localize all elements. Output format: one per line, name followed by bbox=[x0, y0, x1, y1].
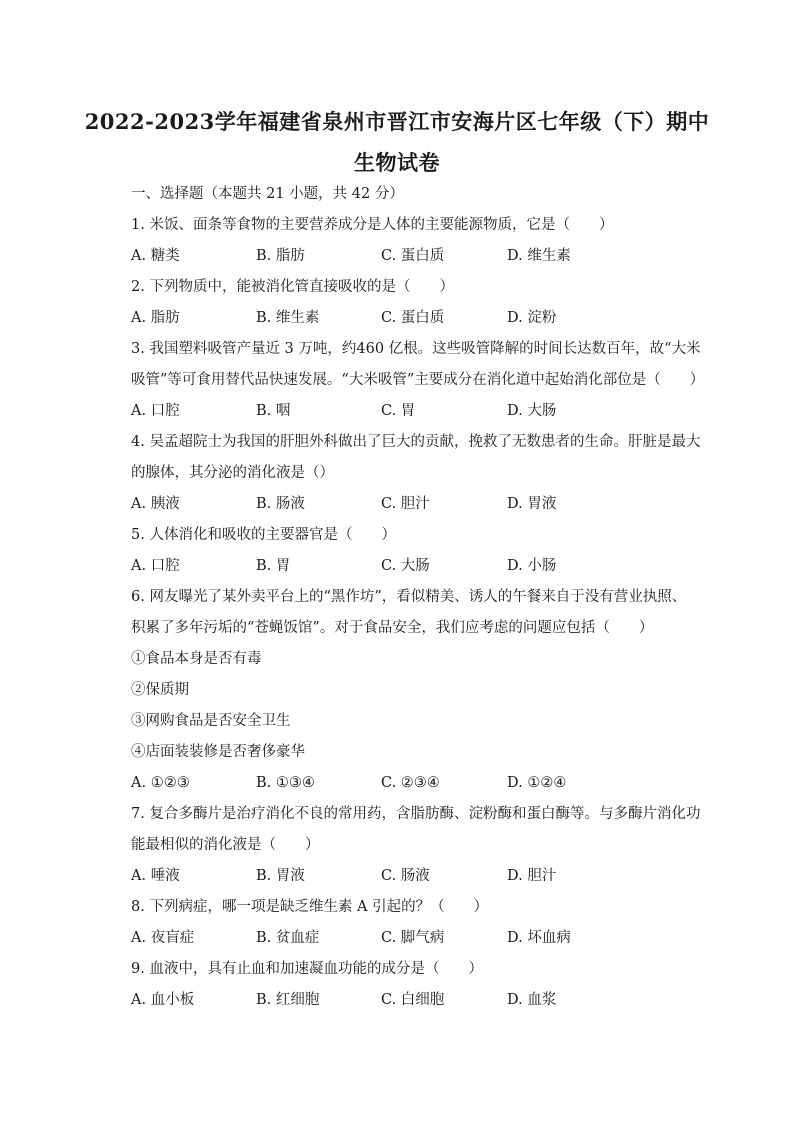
answer-option: D. 坏血病 bbox=[507, 930, 571, 946]
answer-option: D. 淀粉 bbox=[507, 310, 557, 326]
answer-option: C. 脚气病 bbox=[381, 930, 445, 946]
answer-option: D. 胃液 bbox=[507, 496, 557, 512]
answer-option: A. ①②③ bbox=[131, 775, 190, 791]
question-line: ③网购食品是否安全卫生 bbox=[131, 713, 291, 729]
answer-option: B. 咽 bbox=[256, 403, 291, 419]
answer-option: C. 胃 bbox=[381, 403, 416, 419]
answer-option: C. 蛋白质 bbox=[381, 310, 445, 326]
question-stem: 4. 吴孟超院士为我国的肝胆外科做出了巨大的贡献，挽救了无数患者的生命。肝脏是最大 bbox=[131, 434, 701, 450]
answer-option: B. 脂肪 bbox=[256, 248, 305, 264]
section-heading: 一、选择题（本题共 21 小题，共 42 分） bbox=[131, 186, 404, 202]
answer-option: A. 胰液 bbox=[131, 496, 180, 512]
answer-option: A. 唾液 bbox=[131, 868, 180, 884]
answer-option: C. 白细胞 bbox=[381, 992, 445, 1008]
answer-option: A. 糖类 bbox=[131, 248, 180, 264]
answer-option: B. 胃液 bbox=[256, 868, 305, 884]
question-line: 积累了多年污垢的“苍蝇饭馆”。对于食品安全，我们应考虑的问题应包括（ ） bbox=[131, 620, 654, 636]
question-stem: 5. 人体消化和吸收的主要器官是（ ） bbox=[131, 527, 396, 543]
question-line: ②保质期 bbox=[131, 682, 189, 698]
answer-option: A. 夜盲症 bbox=[131, 930, 195, 946]
answer-option: B. 肠液 bbox=[256, 496, 305, 512]
answer-option: D. 胆汁 bbox=[507, 868, 557, 884]
question-stem: 3. 我国塑料吸管产量近 3 万吨，约460 亿根。这些吸管降解的时间长达数百年，故“大米 bbox=[131, 341, 701, 357]
answer-option: D. 维生素 bbox=[507, 248, 571, 264]
answer-option: A. 口腔 bbox=[131, 558, 180, 574]
answer-option: C. 胆汁 bbox=[381, 496, 430, 512]
answer-option: D. 大肠 bbox=[507, 403, 557, 419]
answer-option: C. 蛋白质 bbox=[381, 248, 445, 264]
answer-option: C. ②③④ bbox=[381, 775, 440, 791]
answer-option: B. 维生素 bbox=[256, 310, 320, 326]
question-line: ④店面装装修是否奢侈豪华 bbox=[131, 744, 305, 760]
question-stem: 1. 米饭、面条等食物的主要营养成分是人体的主要能源物质，它是（ ） bbox=[131, 217, 614, 233]
answer-option: A. 口腔 bbox=[131, 403, 180, 419]
answer-option: A. 脂肪 bbox=[131, 310, 180, 326]
question-line: 能最相似的消化液是（ ） bbox=[131, 837, 320, 853]
question-stem: 7. 复合多酶片是治疗消化不良的常用药，含脂肪酶、淀粉酶和蛋白酶等。与多酶片消化功 bbox=[131, 806, 701, 822]
answer-option: C. 肠液 bbox=[381, 868, 430, 884]
question-stem: 6. 网友曝光了某外卖平台上的“黑作坊”，看似精美、诱人的午餐来自于没有营业执照、 bbox=[131, 589, 687, 605]
answer-option: B. 贫血症 bbox=[256, 930, 320, 946]
answer-option: B. 红细胞 bbox=[256, 992, 320, 1008]
answer-option: B. ①③④ bbox=[256, 775, 315, 791]
answer-option: D. ①②④ bbox=[507, 775, 567, 791]
exam-title-line1: 2022-2023学年福建省泉州市晋江市安海片区七年级（下）期中 bbox=[84, 109, 710, 134]
answer-option: D. 小肠 bbox=[507, 558, 557, 574]
answer-option: A. 血小板 bbox=[131, 992, 195, 1008]
question-stem: 8. 下列病症，哪一项是缺乏维生素 A 引起的？（ ） bbox=[131, 899, 489, 915]
answer-option: D. 血浆 bbox=[507, 992, 557, 1008]
answer-option: C. 大肠 bbox=[381, 558, 430, 574]
answer-option: B. 胃 bbox=[256, 558, 291, 574]
question-line: ①食品本身是否有毒 bbox=[131, 651, 262, 667]
question-stem: 2. 下列物质中，能被消化管直接吸收的是（ ） bbox=[131, 279, 454, 295]
question-stem: 9. 血液中，具有止血和加速凝血功能的成分是（ ） bbox=[131, 961, 483, 977]
question-line: 的腺体，其分泌的消化液是（） bbox=[131, 465, 334, 481]
exam-title-line2: 生物试卷 bbox=[354, 150, 440, 175]
question-line: 吸管”等可食用替代品快速发展。“大米吸管”主要成分在消化道中起始消化部位是（ ） bbox=[131, 372, 705, 388]
